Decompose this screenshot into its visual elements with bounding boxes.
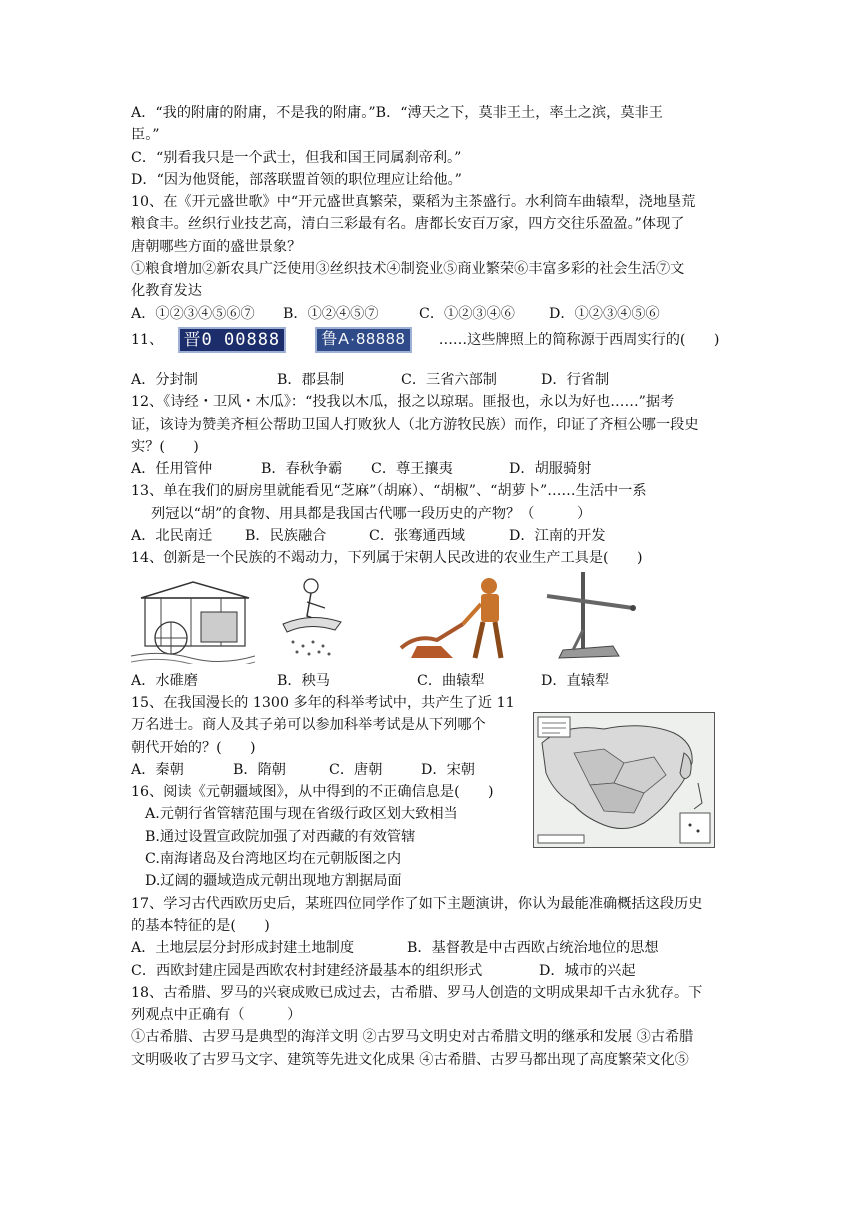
q15-option-a: A．秦朝 — [131, 761, 184, 778]
q13-stem-1: 13、单在我们的厨房里就能看见“芝麻”（胡麻）、“胡椒”、“胡萝卜”……生活中一系 — [131, 483, 647, 500]
q18-stem-1: 18、古希腊、罗马的兴衰成败已成过去，古希腊、罗马人创造的文明成果却千古永犹存。下 — [131, 984, 703, 1001]
q17-stem-2: 的基本特征的是( ) — [131, 917, 270, 934]
q16-option-c: C.南海诸岛及台湾地区均在元朝版图之内 — [145, 851, 402, 868]
q10-items-2: 化教育发达 — [131, 283, 202, 300]
q11-options — [131, 369, 733, 391]
exam-page — [131, 102, 733, 1071]
q15-stem-2: 万名进士。商人及其子弟可以参加科举考试是从下列哪个 — [131, 717, 486, 734]
q12-stem-3: 实？( ) — [131, 438, 199, 455]
q11-option-d: D．行省制 — [541, 371, 610, 388]
q16-option-d: D.辽阔的疆域造成元朝出现地方割据局面 — [145, 873, 402, 890]
q15-option-b: B．隋朝 — [233, 761, 286, 778]
q17-option-d: D．城市的兴起 — [539, 962, 636, 979]
q18-items-1: ①古希腊、古罗马是典型的海洋文明 ②古罗马文明史对古希腊文明的继承和发展 ③古希腊 — [131, 1029, 694, 1046]
curved-shaft-plow-illustration — [397, 574, 517, 666]
q14-option-a: A．水碓磨 — [131, 672, 198, 689]
q12-option-b: B．春秋争霸 — [261, 461, 343, 478]
q11-option-a: A．分封制 — [131, 371, 198, 388]
q13-option-b: B．民族融合 — [245, 528, 327, 545]
q13-option-d: D．江南的开发 — [509, 528, 606, 545]
q14-options — [131, 670, 733, 692]
q11-stem — [131, 325, 733, 355]
q16-stem: 16、阅读《元朝疆域图》，从中得到的不正确信息是( ) — [131, 784, 494, 801]
q13-option-a: A．北民南迁 — [131, 528, 213, 545]
q12-option-c: C．尊王攘夷 — [371, 461, 453, 478]
q11-option-b: B．郡县制 — [277, 371, 345, 388]
yuan-dynasty-territory-map — [533, 712, 715, 848]
q12-stem-2: 证，该诗为赞美齐桓公帮助卫国人打败狄人（北方游牧民族）而作，印证了齐桓公哪一段史 — [131, 416, 699, 433]
q10-option-c: C．①②③④⑥ — [419, 305, 515, 322]
q12-option-a: A．任用管仲 — [131, 461, 213, 478]
q17-option-c: C．西欧封建庄园是西欧农村封建经济最基本的组织形式 — [131, 962, 483, 979]
q10-options — [131, 303, 733, 325]
q17-options-ab — [131, 937, 733, 959]
q10-stem-3: 唐朝哪些方面的盛世景象？ — [131, 238, 302, 255]
q17-option-b: B．基督教是中古西欧占统治地位的思想 — [407, 940, 659, 957]
rice-seedling-horse-illustration — [269, 572, 353, 662]
q13-stem-2: 列冠以“胡”的食物、用具都是我国古代哪一段历史的产物？（ ） — [151, 505, 592, 522]
straight-shaft-plow-illustration — [533, 570, 643, 666]
q18-items-2: 文明吸收了古罗马文字、建筑等先进文化成果 ④古希腊、古罗马都出现了高度繁荣文化⑤ — [131, 1051, 689, 1068]
q10-option-d: D．①②③④⑤⑥ — [549, 305, 660, 322]
q17-option-a: A．土地层层分封形成封建土地制度 — [131, 940, 355, 957]
license-plate-shandong: 鲁A·88888 — [315, 327, 412, 353]
q17-options-cd — [131, 960, 733, 982]
q16-option-a: A.元朝行省管辖范围与现在省级行政区划大致相当 — [145, 806, 458, 823]
q11-option-c: C．三省六部制 — [401, 371, 497, 388]
q9-option-ab: A．“我的附庸的附庸，不是我的附庸。”B．“溥天之下，莫非王土，率土之滨，莫非王 — [131, 105, 663, 121]
q10-stem-1: 10、在《开元盛世歌》中“开元盛世真繁荣，粟稻为主茶盛行。水利筒车曲辕犁，浇地垦荒 — [131, 194, 696, 211]
q17-stem-1: 17、学习古代西欧历史后，某班四位同学作了如下主题演讲，你认为最能准确概括这段历史 — [131, 895, 703, 912]
q12-stem-1: 12、《诗经・卫风・木瓜》：“投我以木瓜，报之以琼琚。匪报也，永以为好也……”据考 — [131, 394, 675, 411]
license-plate-shanxi: 晋0 00888 — [178, 327, 287, 353]
q12-option-d: D．胡服骑射 — [509, 461, 592, 478]
q15-option-c: C．唐朝 — [329, 761, 383, 778]
q9-option-b-cont: 臣。” — [131, 127, 160, 144]
q15-option-d: D．宋朝 — [421, 761, 475, 778]
q10-items-1: ①粮食增加②新农具广泛使用③丝织技术④制瓷业⑤商业繁荣⑥丰富多彩的社会生活⑦文 — [131, 261, 685, 278]
q9-option-d: D．“因为他贤能，部落联盟首领的职位理应让给他。” — [131, 171, 462, 188]
q14-option-d: D．直辕犁 — [541, 672, 610, 689]
q14-option-c: C．曲辕犁 — [417, 672, 485, 689]
water-mill-illustration — [131, 578, 255, 664]
q16-option-b: B.通过设置宣政院加强了对西藏的有效管辖 — [145, 828, 416, 845]
q10-stem-2: 粮食丰。丝织行业技艺高，清白三彩最有名。唐都长安百万家，四方交往乐盈盈。”体现了 — [131, 216, 685, 233]
q14-stem: 14、创新是一个民族的不竭动力，下列属于宋朝人民改进的农业生产工具是( ) — [131, 550, 643, 567]
q15-stem-3: 朝代开始的？( ) — [131, 739, 256, 756]
q18-stem-2: 列观点中正确有（ ） — [131, 1007, 302, 1024]
q15-stem-1: 15、在我国漫长的 1300 多年的科举考试中，共产生了近 11 — [131, 694, 515, 711]
q14-option-b: B．秧马 — [277, 672, 330, 689]
q12-options — [131, 458, 733, 480]
q11-text: ……这些牌照上的简称源于西周实行的( ) — [438, 331, 720, 348]
q14-images — [131, 570, 733, 670]
q10-option-b: B．①②④⑤⑦ — [283, 305, 379, 322]
q10-option-a: A．①②③④⑤⑥⑦ — [131, 305, 255, 322]
q13-options — [131, 525, 733, 547]
q13-option-c: C．张骞通西域 — [369, 528, 465, 545]
q11-number: 11、 — [131, 331, 164, 348]
q9-option-c: C．“别看我只是一个武士，但我和国王同属刹帝利。” — [131, 149, 462, 166]
